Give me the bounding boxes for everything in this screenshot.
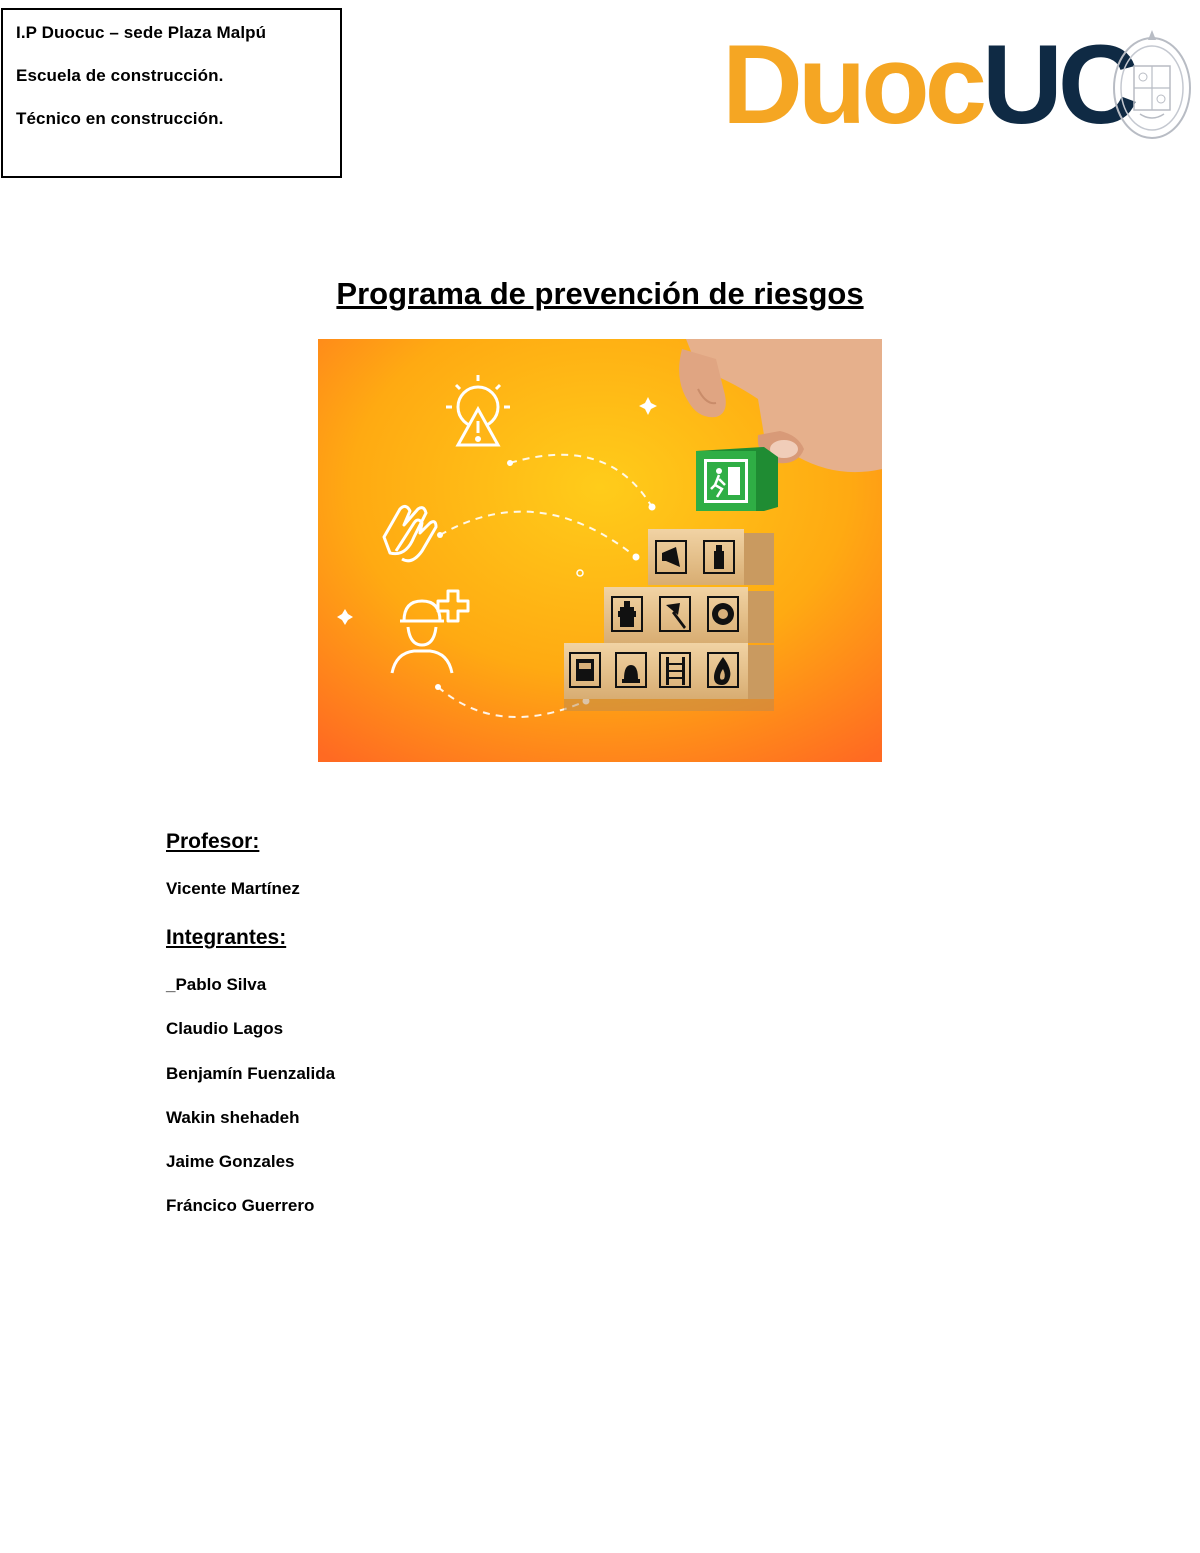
career-line: Técnico en construcción.: [16, 109, 224, 128]
control-panel-icon: [576, 659, 594, 681]
member-name: Benjamín Fuenzalida: [166, 1064, 336, 1083]
institution-line: I.P Duocuc – sede Plaza Malpú: [16, 23, 267, 42]
school-line: Escuela de construcción.: [16, 66, 224, 85]
hero-illustration: [318, 339, 882, 762]
profesor-heading: Profesor:: [166, 830, 260, 853]
member-name: Jaime Gonzales: [166, 1152, 295, 1171]
member-name: _Pablo Silva: [166, 975, 267, 994]
member-name: Wakin shehadeh: [166, 1108, 300, 1127]
document-title: Programa de prevención de riesgos: [336, 276, 864, 311]
institution-info-box: [1, 8, 342, 178]
university-seal-icon: [1110, 14, 1194, 142]
member-name: Fráncico Guerrero: [166, 1196, 315, 1215]
member-name: Claudio Lagos: [166, 1019, 284, 1038]
profesor-name: Vicente Martínez: [166, 879, 300, 898]
integrantes-heading: Integrantes:: [166, 926, 287, 949]
emergency-exit-block: [696, 447, 778, 511]
duocuc-logo: [722, 20, 1194, 150]
logo-duoc-text: Duoc: [722, 22, 982, 147]
logo-uc-text: UC: [982, 22, 1134, 147]
